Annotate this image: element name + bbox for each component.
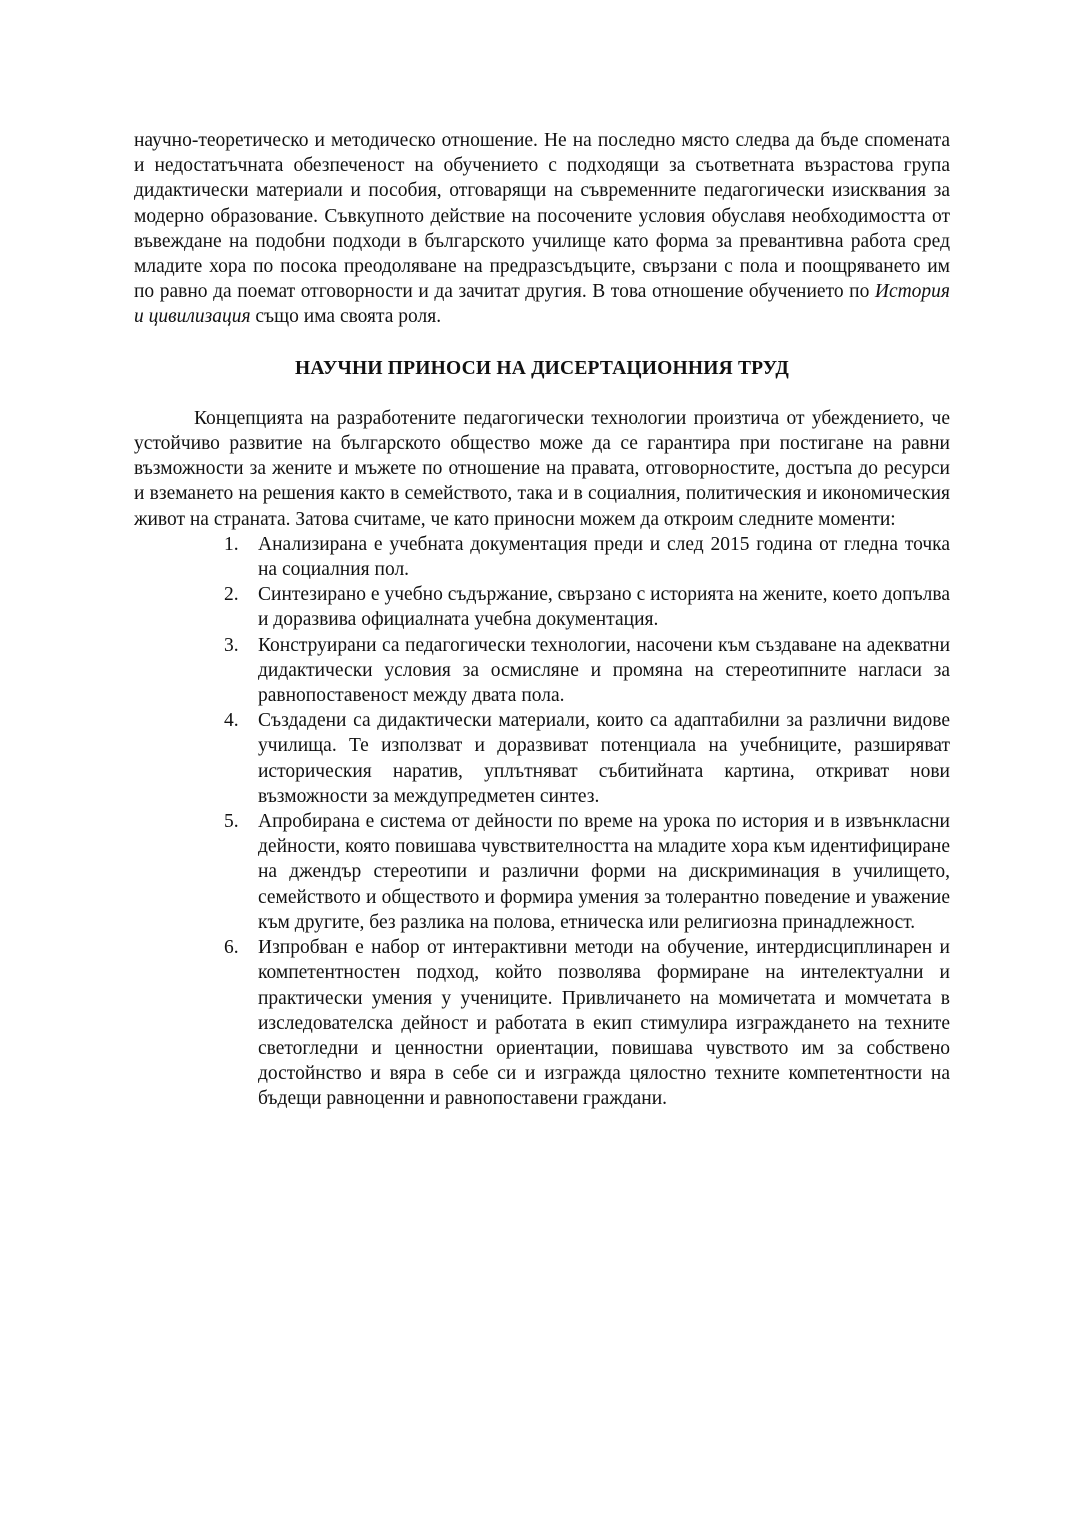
list-item <box>224 582 950 632</box>
section-heading: НАУЧНИ ПРИНОСИ НА ДИСЕРТАЦИОННИЯ ТРУД <box>295 357 789 379</box>
list-item <box>224 532 950 582</box>
contributions-list <box>134 532 950 1112</box>
list-item-text: Конструирани са педагогически технологии, насочени към създаване на адекватни дидактически условия за осмисляне и промяна на стереотипните нагласи за равнопоставеност между двата пола. <box>258 634 950 707</box>
list-item-number: 4. <box>224 710 239 732</box>
list-item <box>224 708 950 809</box>
intro-text: научно-теоретическо и методическо отношение. Не на последно място следва да бъде спомената и недостатъчната обезпеченост на обучението с подходящи за съответната възрастова група дидактически материали и пособия, отговарящи на съвременните педагогически изисквания за модерно образование. Съвкупното действие на посочените условия обуславя необходимостта от въвеждане на подобни подходи в българското училище като форма за превантивна работа сред младите хора по посока преодоляване на предразсъдъците, свързани с пола и поощряването им по равно да поемат отговорности и да зачитат другия. В това отношение обучението по <box>134 130 950 303</box>
intro-text-end: също има своята роля. <box>250 306 442 328</box>
page-content <box>134 128 950 1112</box>
list-item-text: Изпробван е набор от интерактивни методи на обучение, интердисциплинарен и компетентностен подход, който позволява формиране на интелектуални и практически умения у учениците. Привличането на момичетата и момчетата в изследователска дейност и работата в екип стимулира изграждането на техните светогледни и ценностни ориентации, повишава чувството им за собствено достойнство и вяра в себе си и изгражда цялостно техните компетентности на бъдещи равноценни и равнопоставени граждани. <box>258 937 950 1110</box>
list-item-text: Създадени са дидактически материали, които са адаптабилни за различни видове училища. Те използват и доразвиват потенциала на учебниците, разширяват историческия наратив, уплътняват събитийната картина, откриват нови възможности за междупредметен синтез. <box>258 710 950 807</box>
list-item <box>224 935 950 1111</box>
list-item-text: Апробирана е система от дейности по време на урока по история и в извънкласни дейности, която повишава чувствителността на младите хора към идентифициране на джендър стереотипи и различни форми на дискриминация в училището, семейството и обществото и формира умения за толерантно поведение и уважение към другите, без разлика на полова, етническа или религиозна принадлежност. <box>258 811 950 933</box>
list-item-number: 6. <box>224 937 239 959</box>
list-item-number: 3. <box>224 634 239 656</box>
intro-paragraph <box>134 128 950 330</box>
list-item-text: Анализирана е учебната документация преди и след 2015 година от гледна точка на социалния пол. <box>258 533 950 581</box>
list-item-text: Синтезирано е учебно съдържание, свързано с историята на жените, което допълва и доразвива официалната учебна документация. <box>258 584 950 631</box>
list-item-number: 2. <box>224 584 239 606</box>
subject-name: История и цивилизация <box>134 281 950 328</box>
list-item <box>224 809 950 935</box>
list-item-number: 1. <box>224 533 239 555</box>
list-item-number: 5. <box>224 811 239 833</box>
body-paragraph: Концепцията на разработените педагогически технологии произтича от убеждението, че устойчиво развитие на българското общество може да се гарантира при постигане на равни възможности за жените и мъжете по отношение на правата, отговорностите, достъпа до ресурси и вземането на решения както в семейството, така и в социалния, политическия и икономическия живот на страната. Затова считаме, че като приносни можем да откроим следните моменти: <box>134 407 950 530</box>
list-item <box>224 633 950 709</box>
